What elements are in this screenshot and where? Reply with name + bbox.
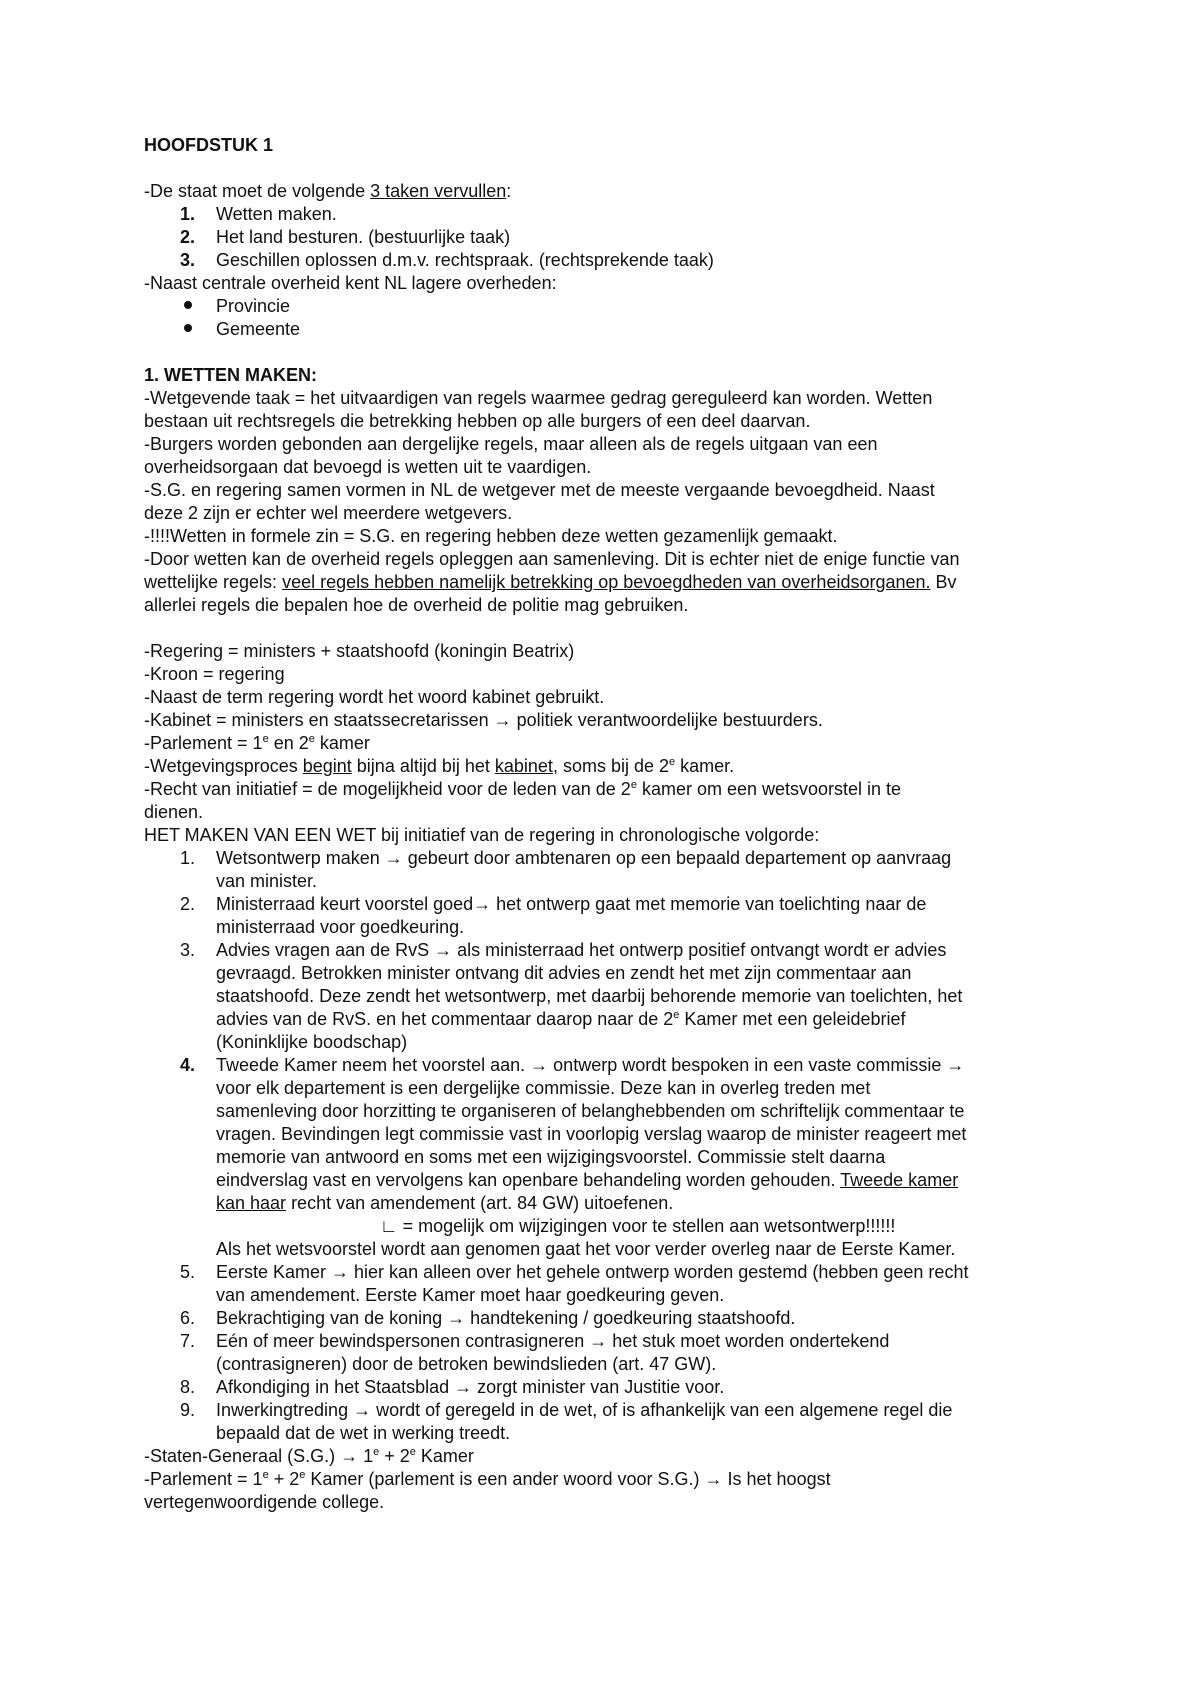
text: Kamer — [415, 1446, 474, 1466]
list-item — [216, 1192, 673, 1215]
text: Kamer (parlement is een ander woord voor S.G.) → Is het hoogst — [305, 1469, 831, 1489]
text: eindverslag vast en vervolgens kan openbare behandeling worden gehouden. — [216, 1170, 841, 1190]
paragraph-line: -Regering = ministers + staatshoofd (koningin Beatrix) — [144, 641, 575, 661]
bullet-icon — [184, 324, 192, 332]
list-item: Tweede Kamer neem het voorstel aan. → ontwerp wordt bespoken in een vaste commissie → — [216, 1055, 965, 1075]
list-item: Ministerraad keurt voorstel goed→ het ontwerp gaat met memorie van toelichting naar de — [216, 894, 927, 914]
text: bijna altijd bij het — [351, 756, 495, 776]
superscript: e — [262, 733, 269, 745]
paragraph-line: -Kabinet = ministers en staatssecretarissen → politiek verantwoordelijke bestuurders. — [144, 710, 823, 730]
superscript: e — [630, 779, 637, 791]
list-item: Het land besturen. (bestuurlijke taak) — [216, 227, 511, 247]
paragraph-line: -Burgers worden gebonden aan dergelijke regels, maar alleen als de regels uitgaan van een — [144, 434, 878, 454]
list-item: samenleving door horzitting te organiseren of belanghebbenden om schriftelijk commentaar te — [216, 1101, 965, 1121]
page-title: HOOFDSTUK 1 — [144, 135, 274, 155]
paragraph-line — [144, 778, 901, 801]
list-number: 6. — [180, 1308, 196, 1328]
bullet-icon — [184, 301, 192, 309]
paragraph-line: -Kroon = regering — [144, 664, 285, 684]
list-item: van minister. — [216, 871, 318, 891]
list-item: ministerraad voor goedkeuring. — [216, 917, 465, 937]
list-item: (contrasigneren) door de betroken bewindslieden (art. 47 GW). — [216, 1354, 717, 1374]
superscript: e — [673, 1009, 680, 1021]
list-item — [216, 1169, 958, 1192]
list-number: 3. — [180, 940, 196, 960]
text: , soms bij de 2 — [552, 756, 669, 776]
text: : — [506, 181, 512, 201]
paragraph-line — [144, 732, 370, 755]
underlined-text: kan haar — [216, 1193, 287, 1213]
list-item: ∟ = mogelijk om wijzigingen voor te stellen aan wetsontwerp!!!!!! — [380, 1216, 896, 1236]
text: -Wetgevingsproces — [144, 756, 303, 776]
list-number: 3. — [180, 250, 196, 270]
list-number: 9. — [180, 1400, 196, 1420]
text: Kamer met een geleidebrief — [679, 1009, 906, 1029]
underlined-text: 3 taken vervullen — [370, 181, 507, 201]
paragraph-line: allerlei regels die bepalen hoe de overheid de politie mag gebruiken. — [144, 595, 689, 615]
underlined-text: Tweede kamer — [840, 1170, 959, 1190]
list-item: vragen. Bevindingen legt commissie vast in voorlopig verslag waarop de minister reageert met — [216, 1124, 967, 1144]
superscript: e — [409, 1446, 416, 1458]
list-item: Gemeente — [216, 319, 301, 339]
paragraph-line: -Naast centrale overheid kent NL lagere overheden: — [144, 273, 557, 293]
paragraph-line: -!!!!Wetten in formele zin = S.G. en regering hebben deze wetten gezamenlijk gemaakt. — [144, 526, 838, 546]
paragraph-line: overheidsorgaan dat bevoegd is wetten uit te vaardigen. — [144, 457, 592, 477]
list-item: Inwerkingtreding → wordt of geregeld in de wet, of is afhankelijk van een algemene regel die — [216, 1400, 953, 1420]
text: kamer — [314, 733, 370, 753]
superscript: e — [262, 1469, 269, 1481]
text: wettelijke regels: — [144, 572, 283, 592]
list-number: 2. — [180, 227, 196, 247]
list-number: 5. — [180, 1262, 196, 1282]
list-number: 7. — [180, 1331, 196, 1351]
list-item: Geschillen oplossen d.m.v. rechtspraak. (rechtsprekende taak) — [216, 250, 714, 270]
list-item: staatshoofd. Deze zendt het wetsontwerp, met daarbij behorende memorie van toelichten, het — [216, 986, 963, 1006]
list-number: 8. — [180, 1377, 196, 1397]
list-number: 1. — [180, 204, 196, 224]
underlined-text: kabinet — [494, 756, 553, 776]
text: + 2 — [268, 1469, 300, 1489]
text: advies van de RvS. en het commentaar daarop naar de 2 — [216, 1009, 674, 1029]
text: kamer om een wetsvoorstel in te — [636, 779, 902, 799]
list-item: voor elk departement is een dergelijke commissie. Deze kan in overleg treden met — [216, 1078, 871, 1098]
superscript: e — [669, 756, 676, 768]
underlined-text: veel regels hebben namelijk betrekking op bevoegdheden van overheidsorganen. — [282, 572, 931, 592]
text: + 2 — [379, 1446, 410, 1466]
paragraph-line: bestaan uit rechtsregels die betrekking hebben op alle burgers of een deel daarvan. — [144, 411, 811, 431]
section-title: 1. WETTEN MAKEN: — [144, 365, 317, 385]
superscript: e — [299, 1469, 306, 1481]
text: en 2 — [268, 733, 309, 753]
list-number: 2. — [180, 894, 196, 914]
superscript: e — [373, 1446, 380, 1458]
list-item: (Koninklijke boodschap) — [216, 1032, 408, 1052]
text: -Parlement = 1 — [144, 733, 263, 753]
paragraph-line: dienen. — [144, 802, 204, 822]
list-item: van amendement. Eerste Kamer moet haar goedkeuring geven. — [216, 1285, 725, 1305]
list-item: Provincie — [216, 296, 291, 316]
underlined-text: begint — [302, 756, 352, 776]
list-item: Advies vragen aan de RvS → als ministerraad het ontwerp positief ontvangt wordt er advies — [216, 940, 947, 960]
text: -De staat moet de volgende — [144, 181, 371, 201]
paragraph-line — [144, 1445, 474, 1468]
paragraph-line: HET MAKEN VAN EEN WET bij initiatief van de regering in chronologische volgorde: — [144, 825, 820, 845]
paragraph-line: -S.G. en regering samen vormen in NL de wetgever met de meeste vergaande bevoegdheid. Naast — [144, 480, 935, 500]
list-item — [216, 1008, 906, 1031]
paragraph-line — [144, 571, 957, 594]
list-item: Eerste Kamer → hier kan alleen over het gehele ontwerp worden gestemd (hebben geen recht — [216, 1262, 969, 1282]
paragraph-line: vertegenwoordigende college. — [144, 1492, 385, 1512]
paragraph-line — [144, 180, 511, 203]
list-item: Wetten maken. — [216, 204, 337, 224]
list-item: bepaald dat de wet in werking treedt. — [216, 1423, 511, 1443]
list-number: 4. — [180, 1055, 196, 1075]
list-item: Afkondiging in het Staatsblad → zorgt minister van Justitie voor. — [216, 1377, 725, 1397]
list-item: Als het wetsvoorstel wordt aan genomen gaat het voor verder overleg naar de Eerste Kamer. — [216, 1239, 956, 1259]
text: -Parlement = 1 — [144, 1469, 263, 1489]
text: Bv — [930, 572, 957, 592]
paragraph-line: -Wetgevende taak = het uitvaardigen van regels waarmee gedrag gereguleerd kan worden. Wetten — [144, 388, 933, 408]
text: recht van amendement (art. 84 GW) uitoefenen. — [286, 1193, 674, 1213]
list-item: gevraagd. Betrokken minister ontvang dit advies en zendt het met zijn commentaar aan — [216, 963, 912, 983]
paragraph-line — [144, 1468, 831, 1491]
paragraph-line: -Naast de term regering wordt het woord kabinet gebruikt. — [144, 687, 605, 707]
text: -Recht van initiatief = de mogelijkheid voor de leden van de 2 — [144, 779, 631, 799]
text: kamer. — [675, 756, 735, 776]
superscript: e — [308, 733, 315, 745]
paragraph-line: -Door wetten kan de overheid regels opleggen aan samenleving. Dit is echter niet de enige functie van — [144, 549, 960, 569]
paragraph-line: deze 2 zijn er echter wel meerdere wetgevers. — [144, 503, 513, 523]
list-item: Wetsontwerp maken → gebeurt door ambtenaren op een bepaald departement op aanvraag — [216, 848, 952, 868]
text: -Staten-Generaal (S.G.) → 1 — [144, 1446, 374, 1466]
paragraph-line — [144, 755, 734, 778]
list-number: 1. — [180, 848, 196, 868]
list-item: memorie van antwoord en soms met een wijzigingsvoorstel. Commissie stelt daarna — [216, 1147, 886, 1167]
list-item: Eén of meer bewindspersonen contrasigneren → het stuk moet worden ondertekend — [216, 1331, 890, 1351]
list-item: Bekrachtiging van de koning → handtekening / goedkeuring staatshoofd. — [216, 1308, 796, 1328]
